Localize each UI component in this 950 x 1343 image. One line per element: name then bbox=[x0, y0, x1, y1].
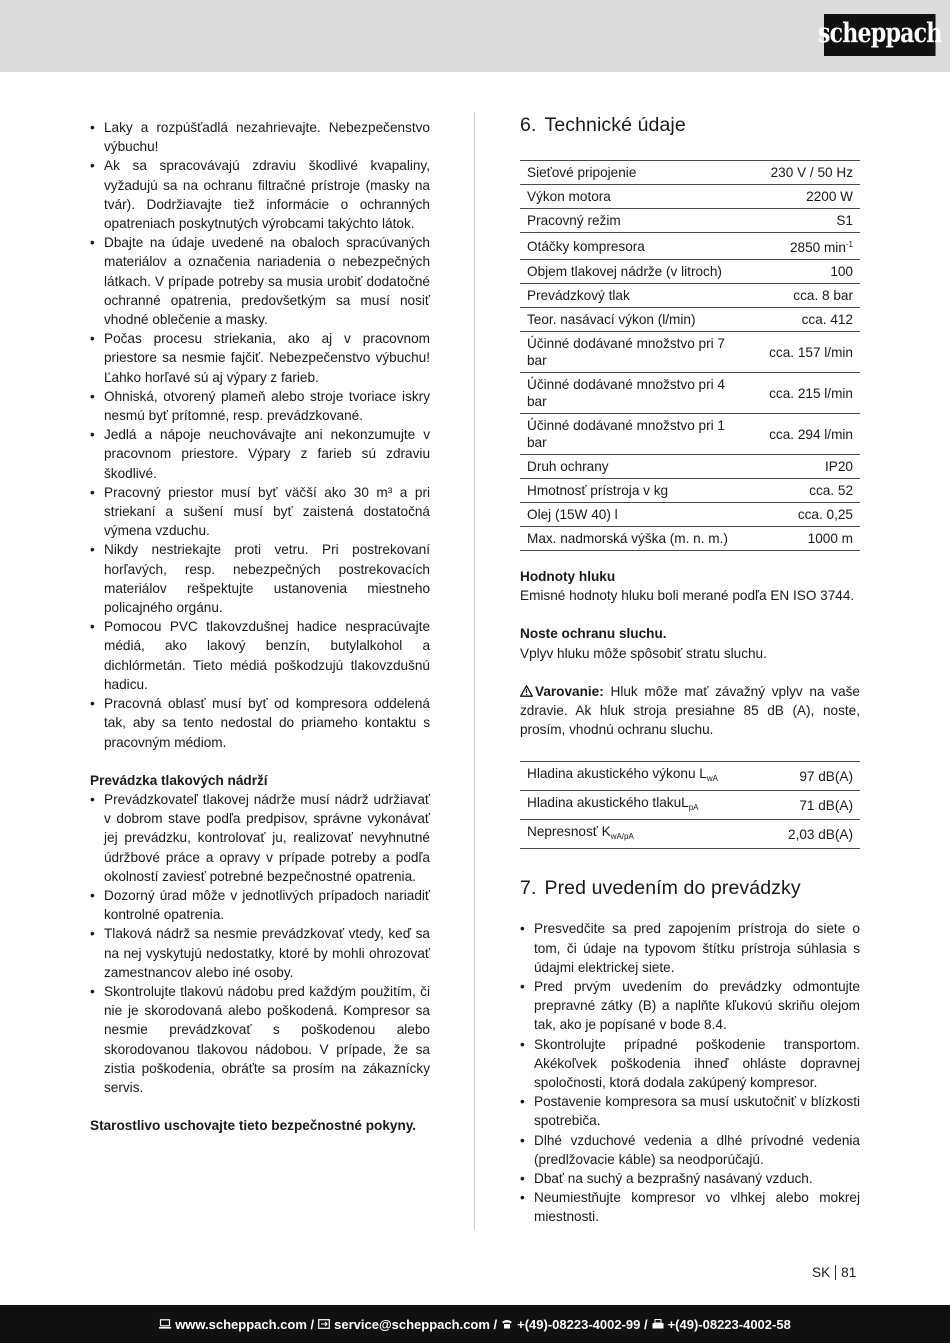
spec-value-text: 1000 m bbox=[807, 531, 853, 546]
spec-value-text: cca. 52 bbox=[809, 483, 853, 498]
noise-label-text: Hladina akustického tlakuL bbox=[527, 795, 689, 811]
page-index: 81 bbox=[841, 1265, 857, 1280]
table-row bbox=[520, 284, 860, 308]
table-row bbox=[520, 527, 860, 551]
table-row bbox=[520, 820, 860, 849]
list-item: • Pracovný priestor musí byť väčší ako 30 m³ a pri striekaní a sušení musí byť zaistená dostatočná výmena vzduchu. bbox=[90, 483, 430, 541]
spec-label: Účinné dodávané množstvo pri 7 bar bbox=[520, 332, 752, 373]
list-item: • Laky a rozpúšťadlá nezahrievajte. Nebezpečenstvo výbuchu! bbox=[90, 118, 430, 156]
table-row bbox=[520, 332, 860, 373]
spec-value bbox=[752, 503, 860, 527]
list-item: • Skontrolujte prípadné poškodenie transportom. Akékoľvek poškodenia ihneď ohláste dopravnej spoločnosti, ktorá dodala zakúpený kompresor. bbox=[520, 1035, 860, 1093]
spec-label: Pracovný režim bbox=[520, 209, 752, 233]
table-row bbox=[520, 161, 860, 185]
noise-label bbox=[520, 820, 765, 849]
page-separator bbox=[835, 1265, 836, 1280]
spec-value bbox=[752, 455, 860, 479]
spec-value-text: cca. 0,25 bbox=[797, 507, 853, 522]
spec-value bbox=[752, 260, 860, 284]
noise-label bbox=[520, 791, 765, 820]
spec-value-text: IP20 bbox=[825, 459, 853, 474]
noise-table bbox=[520, 761, 860, 849]
left-column bbox=[90, 118, 430, 1135]
list-item: • Pomocou PVC tlakovzdušnej hadice nespracúvajte médiá, ako lakový benzín, butylalkohol a dichlórmetán. Tieto médiá poškodzujú tlakovzdušnú hadicu. bbox=[90, 617, 430, 694]
list-item: • Dlhé vzduchové vedenia a dlhé prívodné vedenia (predlžovacie káble) sa neodporúčajú. bbox=[520, 1131, 860, 1169]
list-item: • Ak sa spracovávajú zdraviu škodlivé kvapaliny, vyžadujú sa na ochranu filtračné prístroje (masky na tvár). Dodržiavajte tiež informácie o ochranných opatreniach poskytnutých výrobcami takýchto látok. bbox=[90, 156, 430, 233]
right-column bbox=[520, 112, 860, 1227]
language-code: SK bbox=[812, 1265, 831, 1280]
spec-label: Účinné dodávané množstvo pri 4 bar bbox=[520, 373, 752, 414]
warning-paragraph bbox=[520, 682, 860, 740]
table-row bbox=[520, 209, 860, 233]
list-item: • Pracovná oblasť musí byť od kompresora oddelená tak, aby sa tento nedostal do priameho kontaktu s pracovným médiom. bbox=[90, 694, 430, 752]
pressure-tank-list bbox=[90, 790, 430, 1097]
table-row bbox=[520, 260, 860, 284]
spec-value-text: 230 V / 50 Hz bbox=[770, 165, 853, 180]
list-item: • Neumiestňujte kompresor vo vlhkej alebo mokrej miestnosti. bbox=[520, 1188, 860, 1226]
phone-number[interactable]: +(49)-08223-4002-99 / bbox=[517, 1316, 648, 1332]
list-item: • Dbajte na údaje uvedené na obaloch spracúvaných materiálov a označenia nariadenia o nebezpečných látkach. V prípade potreby sa musia urobiť dodatočné ochranné opatrenia, predovšetkým sa musí nosiť vhodné oblečenie a masky. bbox=[90, 233, 430, 329]
spec-value bbox=[752, 284, 860, 308]
list-item: • Presvedčite sa pred zapojením prístroja do siete o tom, či údaje na typovom štítku prístroja súhlasia s údajmi elektrickej siete. bbox=[520, 919, 860, 977]
noise-values-heading: Hodnoty hluku bbox=[520, 569, 616, 584]
spec-value bbox=[752, 479, 860, 503]
spec-label: Druh ochrany bbox=[520, 455, 752, 479]
spec-value-text: 100 bbox=[830, 264, 853, 279]
ear-protection-heading: Noste ochranu sluchu. bbox=[520, 626, 667, 642]
brand-logo[interactable]: scheppach bbox=[824, 14, 936, 56]
noise-value: 97 dB(A) bbox=[765, 762, 860, 791]
pressure-tank-heading: Prevádzka tlakových nádrží bbox=[90, 772, 268, 788]
table-row bbox=[520, 455, 860, 479]
section-number: 7. bbox=[520, 877, 537, 900]
spec-value bbox=[752, 233, 860, 260]
column-divider bbox=[474, 112, 475, 1230]
noise-label-subscript: pA bbox=[688, 803, 699, 813]
computer-icon bbox=[159, 1319, 171, 1329]
header-bar bbox=[0, 0, 950, 72]
warning-label: Varovanie: bbox=[535, 683, 604, 699]
noise-label-subscript: wA/pA bbox=[610, 832, 634, 842]
section-title: Pred uvedením do prevádzky bbox=[544, 877, 801, 900]
table-row bbox=[520, 185, 860, 209]
fax-icon bbox=[652, 1319, 664, 1329]
spec-value bbox=[752, 332, 860, 373]
spec-label: Hmotnosť prístroja v kg bbox=[520, 479, 752, 503]
spec-value-text: cca. 157 l/min bbox=[769, 344, 853, 360]
spec-value-text: S1 bbox=[836, 213, 853, 228]
noise-values-text: Emisné hodnoty hluku boli merané podľa EN ISO 3744. bbox=[520, 588, 855, 604]
list-item: • Počas procesu striekania, ako aj v pracovnom priestore sa nesmie fajčiť. Nebezpečenstvo výbuchu! Ľahko horľavé sú aj výpary z farieb. bbox=[90, 329, 430, 387]
spec-value bbox=[752, 161, 860, 185]
spec-value-text: cca. 412 bbox=[801, 312, 853, 327]
section-6-heading bbox=[520, 112, 860, 138]
spec-value bbox=[752, 209, 860, 233]
table-row bbox=[520, 791, 860, 820]
list-item: • Postavenie kompresora sa musí uskutočniť v blízkosti spotrebiča. bbox=[520, 1092, 860, 1130]
noise-label-subscript: wA bbox=[706, 774, 718, 784]
spec-value-text: cca. 294 l/min bbox=[769, 426, 853, 442]
table-row bbox=[520, 479, 860, 503]
spec-value-text: 2850 min bbox=[789, 240, 846, 255]
table-row bbox=[520, 373, 860, 414]
spec-label: Prevádzkový tlak bbox=[520, 284, 752, 308]
spec-label: Sieťové pripojenie bbox=[520, 161, 752, 185]
table-row bbox=[520, 762, 860, 791]
list-item: • Dozorný úrad môže v jednotlivých prípadoch nariadiť kontrolné opatrenia. bbox=[90, 886, 430, 924]
spec-label: Otáčky kompresora bbox=[520, 233, 752, 260]
noise-value: 2,03 dB(A) bbox=[765, 820, 860, 849]
spec-value-text: cca. 8 bar bbox=[793, 288, 853, 303]
spec-value bbox=[752, 527, 860, 551]
mail-icon bbox=[318, 1319, 330, 1329]
spec-label: Olej (15W 40) l bbox=[520, 503, 752, 527]
spec-label: Objem tlakovej nádrže (v litroch) bbox=[520, 260, 752, 284]
list-item: • Skontrolujte tlakovú nádobu pred každým použitím, či nie je skorodovaná alebo poškodená. Kompresor sa nesmie prevádzkovať s poškodenou alebo skorodovanou tlakovou nádobou. V prípade, že sa zistia poškodenia, obráťte sa prosím na zákaznícky servis. bbox=[90, 982, 430, 1097]
spec-label: Výkon motora bbox=[520, 185, 752, 209]
noise-label-text: Nepresnosť K bbox=[527, 824, 611, 840]
commissioning-list bbox=[520, 919, 860, 1226]
list-item: • Ohniská, otvorený plameň alebo stroje tvoriace iskry nesmú byť prítomné, resp. prevádzkované. bbox=[90, 387, 430, 425]
section-title: Technické údaje bbox=[544, 114, 686, 136]
table-row bbox=[520, 414, 860, 455]
noise-value: 71 dB(A) bbox=[765, 791, 860, 820]
spec-label: Účinné dodávané množstvo pri 1 bar bbox=[520, 414, 752, 455]
fax-number[interactable]: +(49)-08223-4002-58 bbox=[667, 1316, 791, 1332]
email-link[interactable]: service@scheppach.com / bbox=[334, 1316, 498, 1332]
spec-value bbox=[752, 308, 860, 332]
list-item: • Tlaková nádrž sa nesmie prevádzkovať vtedy, keď sa na nej vyskytujú nedostatky, ktoré by mohli ohrozovať zamestnancov alebo iné osoby. bbox=[90, 924, 430, 982]
spec-label: Teor. nasávací výkon (l/min) bbox=[520, 308, 752, 332]
spec-value-text: 2200 W bbox=[806, 189, 853, 204]
keep-instructions-note: Starostlivo uschovajte tieto bezpečnostné pokyny. bbox=[90, 1118, 417, 1134]
spec-value bbox=[752, 373, 860, 414]
list-item: • Dbať na suchý a bezprašný nasávaný vzduch. bbox=[520, 1169, 860, 1188]
spec-label: Max. nadmorská výška (m. n. m.) bbox=[520, 527, 752, 551]
spec-value bbox=[752, 185, 860, 209]
list-item: • Jedlá a nápoje neuchovávajte ani nekonzumujte v pracovnom priestore. Výpary z farieb sú zdraviu škodlivé. bbox=[90, 425, 430, 483]
warning-icon bbox=[520, 685, 533, 697]
spec-value-text: cca. 215 l/min bbox=[769, 385, 853, 401]
table-row bbox=[520, 308, 860, 332]
noise-label bbox=[520, 762, 765, 791]
list-item: • Prevádzkovateľ tlakovej nádrže musí nádrž udržiavať v dobrom stave podľa predpisov, správne vykonávať jej prevádzku, kontrolovať ju, realizovať nevyhnutné údržbové práce a opravy v prípade potreby a podľa okolností zaviesť potrebné bezpečnostné opatrenia. bbox=[90, 790, 430, 886]
page-number bbox=[812, 1265, 856, 1280]
table-row bbox=[520, 233, 860, 260]
unit-exponent: -1 bbox=[845, 240, 853, 249]
noise-label-text: Hladina akustického výkonu L bbox=[527, 766, 707, 782]
ear-protection-text: Vplyv hluku môže spôsobiť stratu sluchu. bbox=[520, 645, 767, 661]
safety-list bbox=[90, 118, 430, 752]
footer-bar bbox=[0, 1305, 950, 1343]
table-row bbox=[520, 503, 860, 527]
phone-icon bbox=[501, 1319, 513, 1329]
spec-value bbox=[752, 414, 860, 455]
warning-text: Hluk môže mať závažný vplyv na vaše zdravie. Ak hluk stroja presiahne 85 dB (A), noste, prosím, vhodnú ochranu sluchu. bbox=[520, 683, 860, 738]
list-item: • Nikdy nestriekajte proti vetru. Pri postrekovaní horľavých, resp. nebezpečných postrekovacích materiálov rešpektujte ustanovenia miestneho policajného orgánu. bbox=[90, 540, 430, 617]
section-number: 6. bbox=[520, 114, 537, 136]
section-7-heading bbox=[520, 875, 860, 901]
website-link[interactable]: www.scheppach.com / bbox=[175, 1316, 315, 1332]
list-item: • Pred prvým uvedením do prevádzky odmontujte prepravné zátky (B) a naplňte kľukovú skriňu olejom tak, ako je popísané v bode 8.4. bbox=[520, 977, 860, 1035]
technical-data-table bbox=[520, 160, 860, 551]
